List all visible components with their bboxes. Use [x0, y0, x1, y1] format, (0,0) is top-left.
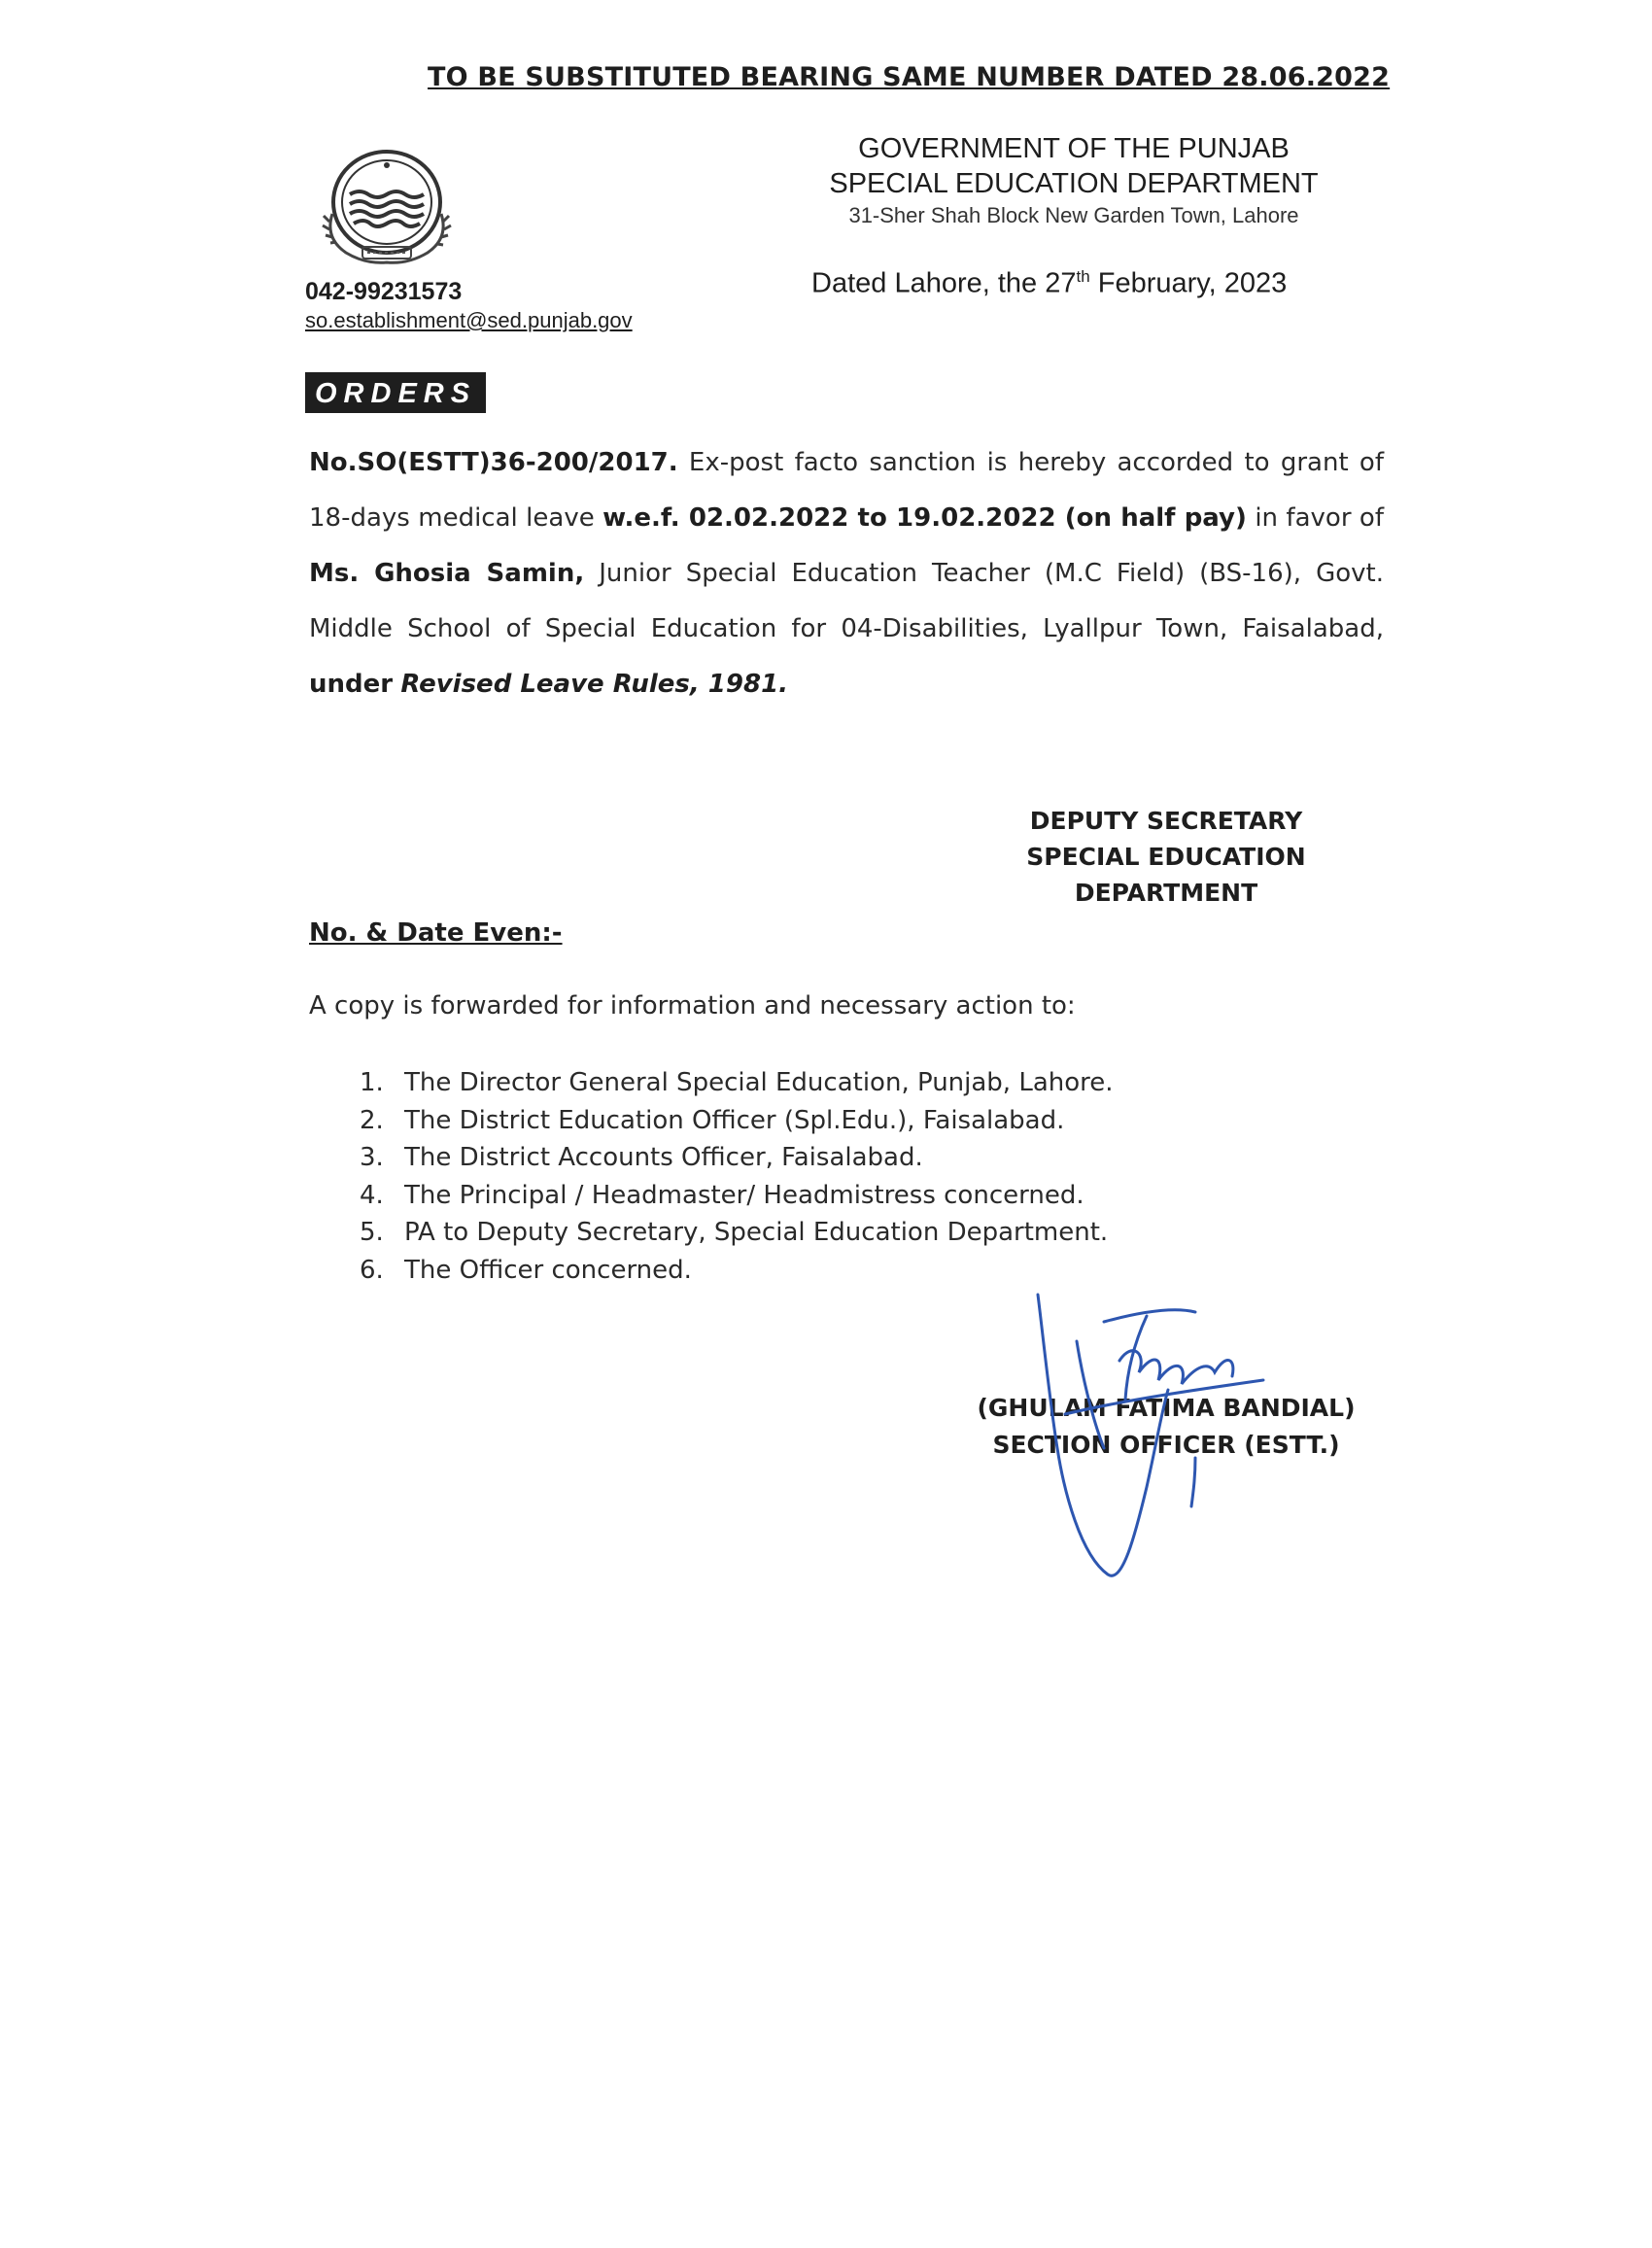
letter-date	[811, 267, 1287, 300]
copy-heading: No. & Date Even:-	[309, 918, 563, 948]
government-title: GOVERNMENT OF THE PUNJAB	[858, 133, 1290, 164]
order-text-3: Junior Special Education Teacher (M.C Field) (BS-16), Govt. Middle School of Special Education for 04-Disabilities, Lyallpur Town, Faisalabad,	[309, 559, 1384, 643]
list-item: 5. PA to Deputy Secretary, Special Education Department.	[360, 1218, 1109, 1247]
employee-name: Ms. Ghosia Samin,	[309, 559, 585, 588]
officer-name: (GHULAM FATIMA BANDIAL)	[977, 1394, 1356, 1422]
list-item: 2. The District Education Officer (Spl.Edu.), Faisalabad.	[360, 1105, 1065, 1135]
phone-number: 042-99231573	[305, 278, 463, 305]
orders-heading: ORDERS	[305, 372, 486, 413]
handwritten-signature-icon	[1011, 1283, 1302, 1604]
punjab-government-emblem-icon	[309, 146, 465, 272]
signatory-line-2: SPECIAL EDUCATION	[1026, 843, 1306, 871]
email-address[interactable]: so.establishment@sed.punjab.gov	[305, 308, 633, 332]
forward-text: A copy is forwarded for information and necessary action to:	[309, 991, 1076, 1020]
department-address: 31-Sher Shah Block New Garden Town, Lahore	[848, 203, 1299, 227]
order-under: under	[309, 670, 394, 699]
order-paragraph	[309, 435, 1384, 712]
date-prefix: Dated Lahore, the 27	[811, 267, 1077, 299]
leave-period: w.e.f. 02.02.2022 to 19.02.2022 (on half pay)	[602, 503, 1247, 533]
order-text-2: in favor of	[1246, 503, 1384, 533]
list-item: 4. The Principal / Headmaster/ Headmistress concerned.	[360, 1180, 1084, 1210]
officer-designation: SECTION OFFICER (ESTT.)	[992, 1431, 1340, 1459]
deputy-secretary-signatory	[972, 803, 1360, 911]
department-title: SPECIAL EDUCATION DEPARTMENT	[829, 168, 1319, 199]
list-item: 6. The Officer concerned.	[360, 1255, 692, 1285]
list-item: 3. The District Accounts Officer, Faisalabad.	[360, 1143, 923, 1172]
signatory-line-1: DEPUTY SECRETARY	[1029, 807, 1303, 835]
date-ordinal: th	[1076, 267, 1090, 286]
leave-rules: Revised Leave Rules, 1981.	[400, 670, 789, 699]
date-suffix: February, 2023	[1089, 267, 1288, 299]
list-item: 1. The Director General Special Education, Punjab, Lahore.	[360, 1068, 1114, 1097]
order-text-1: Ex-post facto sanction is hereby accorded to grant of 18-days medical leave	[309, 448, 1384, 533]
order-number: No.SO(ESTT)36-200/2017.	[309, 448, 678, 477]
signatory-line-3: DEPARTMENT	[1074, 879, 1258, 907]
letterhead	[802, 131, 1346, 230]
substitution-notice: TO BE SUBSTITUTED BEARING SAME NUMBER DATED 28.06.2022	[428, 62, 1391, 92]
distribution-list	[360, 1064, 1114, 1289]
